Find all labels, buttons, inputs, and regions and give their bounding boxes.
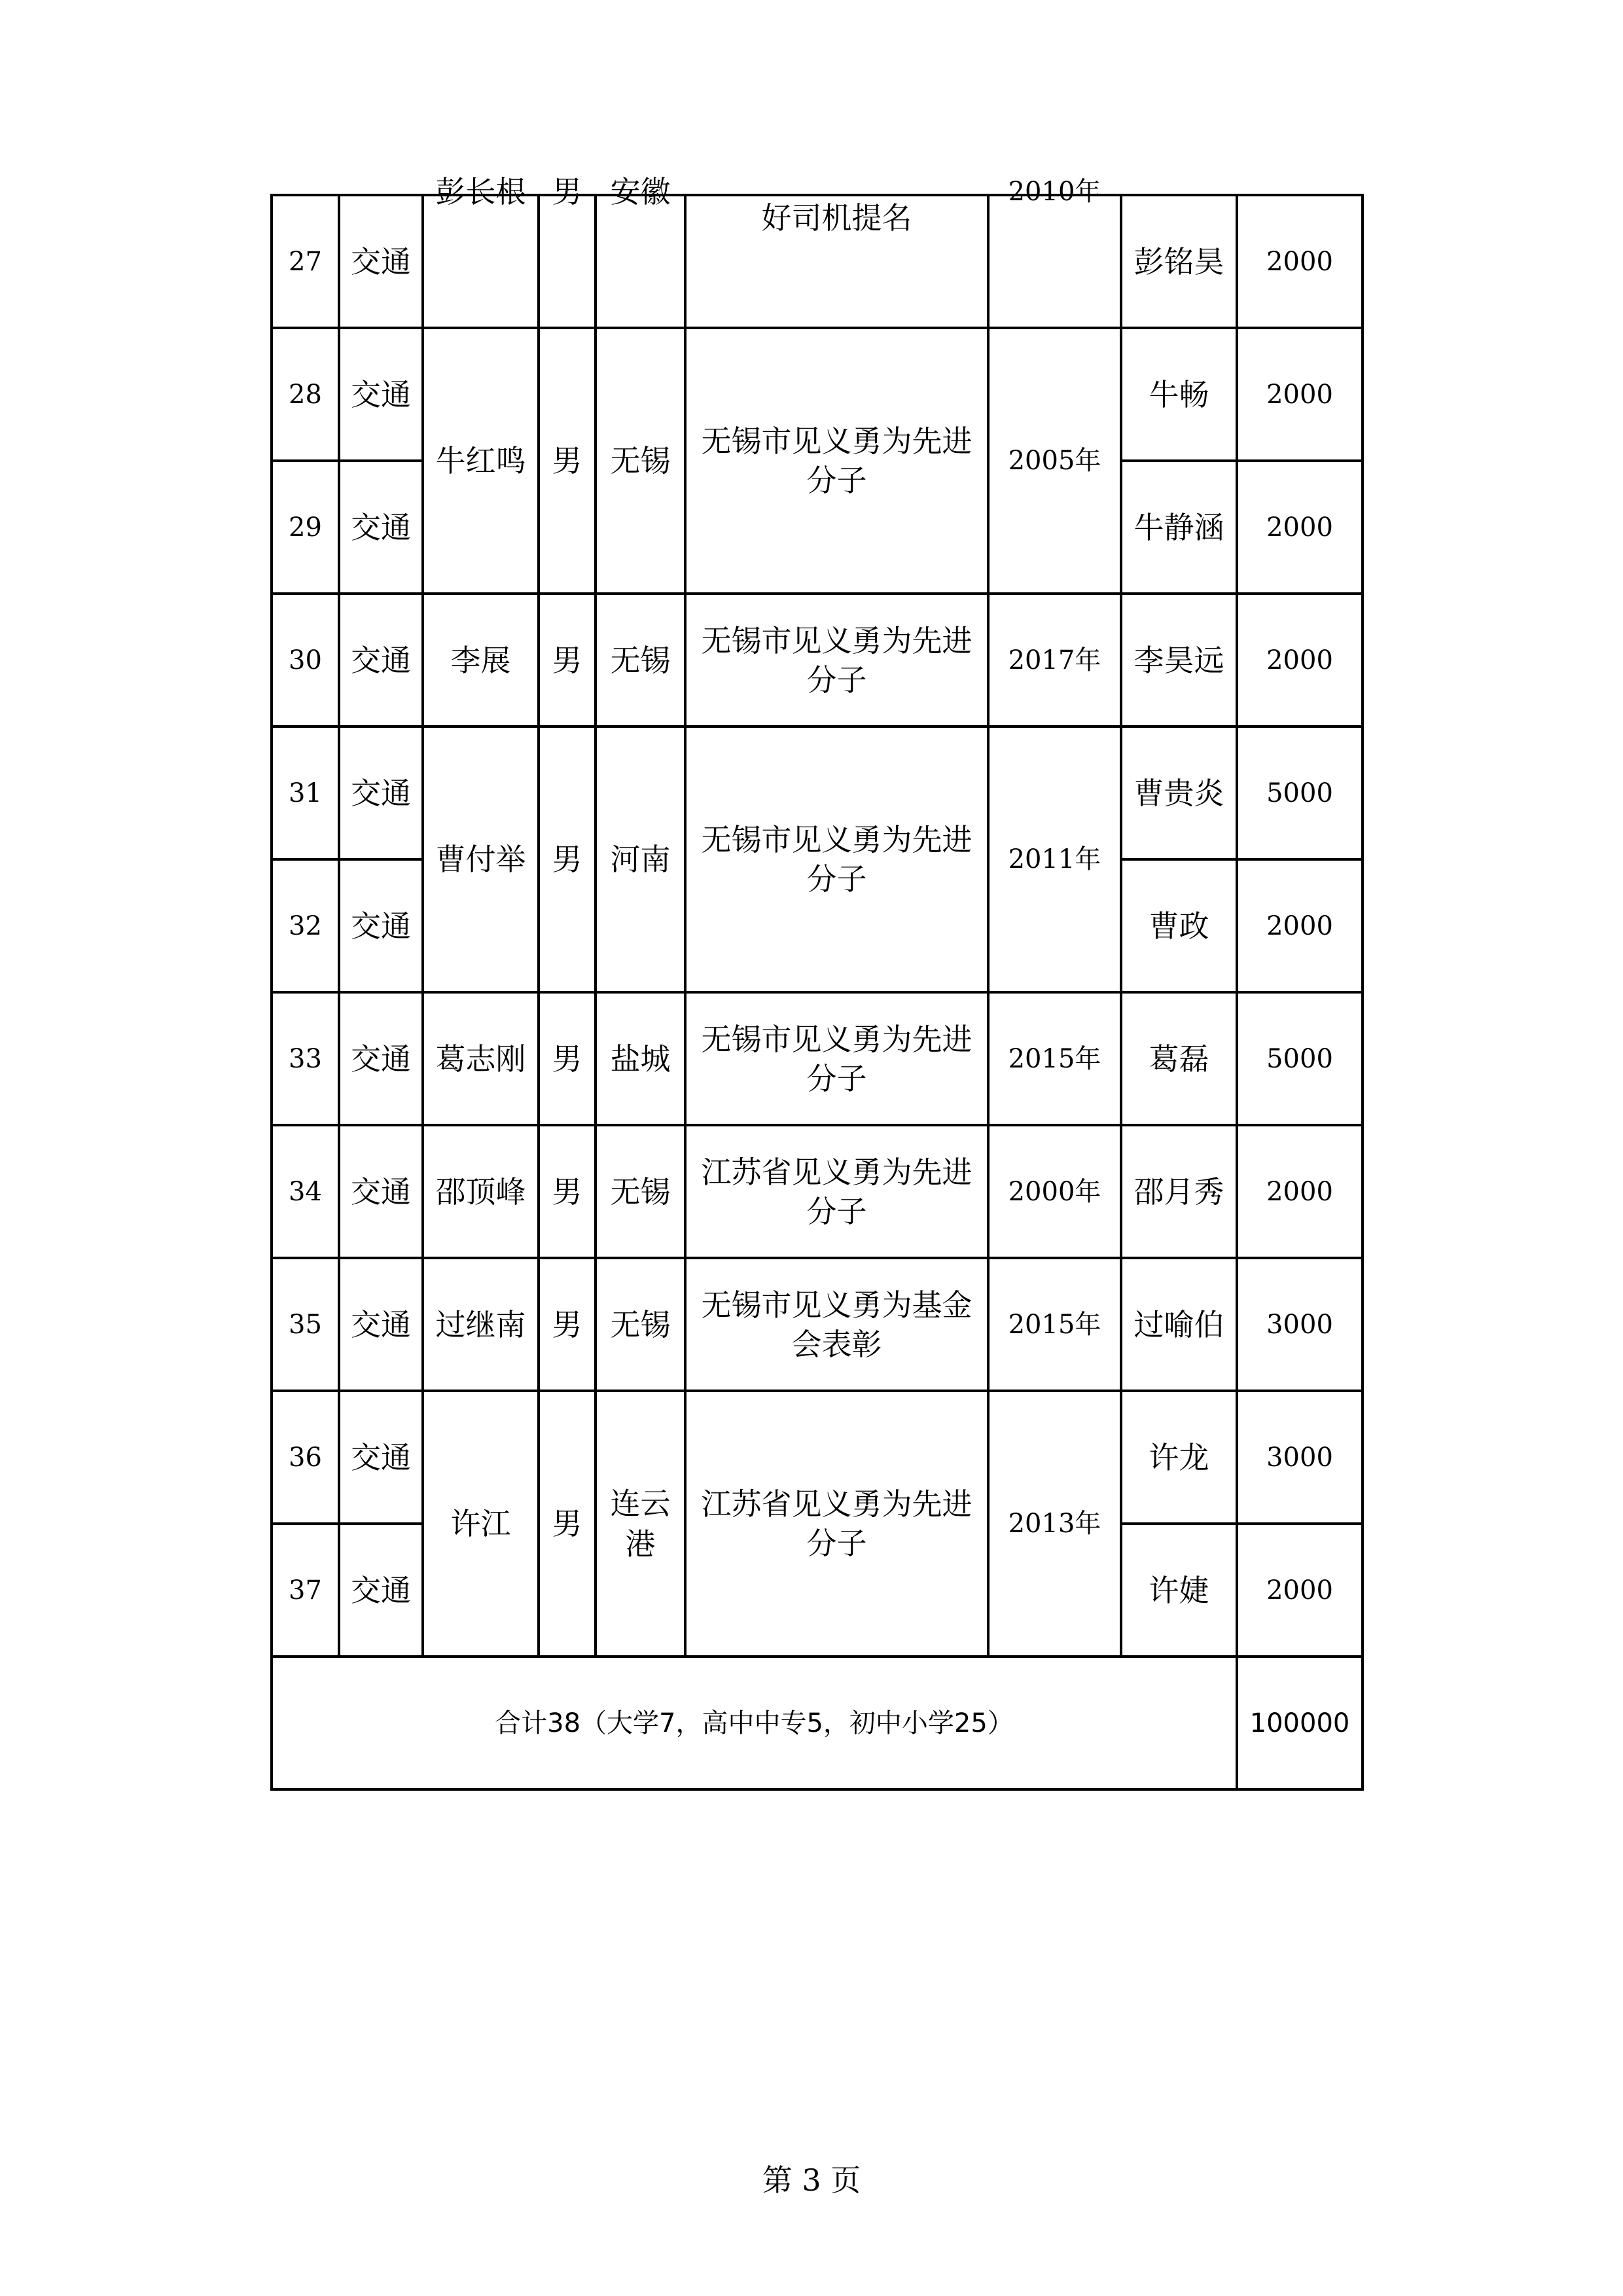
award-year (988, 177, 1121, 328)
hero-gender: 男 (539, 1258, 596, 1391)
row-index: 29 (272, 461, 339, 594)
hero-origin: 无锡 (596, 594, 685, 726)
award-year: 2011年 (988, 726, 1121, 992)
grant-amount: 2000 (1237, 1125, 1363, 1258)
hero-origin: 无锡 (596, 328, 685, 594)
hero-origin-text: 安徽 (610, 174, 671, 209)
table-row (272, 1258, 1363, 1391)
table-row (272, 195, 1363, 328)
total-row (272, 1657, 1363, 1789)
page-number: 第 3 页 (762, 2162, 861, 2198)
recipients-table-container (270, 174, 1361, 1791)
hero-award: 无锡市见义勇为先进分子 (685, 992, 988, 1125)
recipient-name: 过喻伯 (1121, 1258, 1237, 1391)
grant-amount: 2000 (1237, 195, 1363, 328)
grant-amount: 5000 (1237, 726, 1363, 859)
row-index: 31 (272, 726, 339, 859)
table-row (272, 1391, 1363, 1524)
hero-origin: 河南 (596, 726, 685, 992)
hero-origin (596, 174, 685, 328)
grant-amount: 5000 (1237, 992, 1363, 1125)
recipient-name: 牛畅 (1121, 328, 1237, 461)
hero-name: 邵顶峰 (423, 1125, 539, 1258)
hero-name: 牛红鸣 (423, 328, 539, 594)
grant-amount: 2000 (1237, 461, 1363, 594)
row-index: 34 (272, 1125, 339, 1258)
hero-award: 无锡市见义勇为先进分子 (685, 594, 988, 726)
row-index: 27 (272, 195, 339, 328)
row-index: 30 (272, 594, 339, 726)
row-index: 36 (272, 1391, 339, 1524)
hero-name: 曹付举 (423, 726, 539, 992)
recipient-name: 葛磊 (1121, 992, 1237, 1125)
hero-award: 江苏省见义勇为先进分子 (685, 1125, 988, 1258)
row-index: 37 (272, 1524, 339, 1657)
table-row (272, 726, 1363, 859)
hero-gender: 男 (539, 1391, 596, 1657)
hero-origin: 盐城 (596, 992, 685, 1125)
grant-amount: 2000 (1237, 594, 1363, 726)
table-row (272, 992, 1363, 1125)
award-year: 2000年 (988, 1125, 1121, 1258)
row-category: 交通 (339, 328, 423, 461)
award-year: 2015年 (988, 992, 1121, 1125)
row-category: 交通 (339, 859, 423, 992)
recipient-name: 许婕 (1121, 1524, 1237, 1657)
row-category: 交通 (339, 594, 423, 726)
award-year-text: 2010年 (1008, 177, 1101, 207)
row-category: 交通 (339, 726, 423, 859)
recipient-name: 彭铭昊 (1121, 195, 1237, 328)
row-category: 交通 (339, 461, 423, 594)
hero-gender: 男 (539, 1125, 596, 1258)
hero-name-text: 彭长根 (435, 174, 526, 209)
grant-amount: 2000 (1237, 328, 1363, 461)
grant-amount: 3000 (1237, 1258, 1363, 1391)
grant-amount: 2000 (1237, 859, 1363, 992)
hero-gender (539, 174, 596, 328)
hero-award (685, 195, 988, 328)
row-index: 35 (272, 1258, 339, 1391)
row-index: 33 (272, 992, 339, 1125)
table-row (272, 1125, 1363, 1258)
recipient-name: 曹政 (1121, 859, 1237, 992)
row-category: 交通 (339, 1125, 423, 1258)
recipient-name: 邵月秀 (1121, 1125, 1237, 1258)
hero-name: 葛志刚 (423, 992, 539, 1125)
hero-name: 过继南 (423, 1258, 539, 1391)
row-category: 交通 (339, 195, 423, 328)
grant-amount: 2000 (1237, 1524, 1363, 1657)
row-category: 交通 (339, 1524, 423, 1657)
hero-name (423, 174, 539, 328)
recipient-name: 牛静涵 (1121, 461, 1237, 594)
table-row (272, 594, 1363, 726)
award-year: 2013年 (988, 1391, 1121, 1657)
hero-origin: 连云港 (596, 1391, 685, 1657)
hero-gender: 男 (539, 594, 596, 726)
hero-gender: 男 (539, 726, 596, 992)
hero-gender: 男 (539, 992, 596, 1125)
hero-award: 江苏省见义勇为先进分子 (685, 1391, 988, 1657)
total-amount: 100000 (1237, 1657, 1363, 1789)
hero-origin: 无锡 (596, 1125, 685, 1258)
award-year: 2005年 (988, 328, 1121, 594)
hero-gender-text: 男 (552, 174, 582, 209)
row-index: 32 (272, 859, 339, 992)
hero-award: 无锡市见义勇为先进分子 (685, 726, 988, 992)
hero-award: 无锡市见义勇为先进分子 (685, 328, 988, 594)
hero-name: 许江 (423, 1391, 539, 1657)
hero-award: 无锡市见义勇为基金会表彰 (685, 1258, 988, 1391)
grant-amount: 3000 (1237, 1391, 1363, 1524)
hero-origin: 无锡 (596, 1258, 685, 1391)
award-year: 2015年 (988, 1258, 1121, 1391)
table-row (272, 328, 1363, 461)
hero-gender: 男 (539, 328, 596, 594)
recipient-name: 许龙 (1121, 1391, 1237, 1524)
row-index: 28 (272, 328, 339, 461)
recipients-table (270, 174, 1364, 1791)
recipient-name: 李昊远 (1121, 594, 1237, 726)
hero-award-text: 好司机提名 (761, 200, 912, 236)
row-category: 交通 (339, 992, 423, 1125)
recipient-name: 曹贵炎 (1121, 726, 1237, 859)
total-label: 合计38（大学7，高中中专5，初中小学25） (272, 1657, 1237, 1789)
row-category: 交通 (339, 1258, 423, 1391)
row-category: 交通 (339, 1391, 423, 1524)
hero-name: 李展 (423, 594, 539, 726)
award-year: 2017年 (988, 594, 1121, 726)
